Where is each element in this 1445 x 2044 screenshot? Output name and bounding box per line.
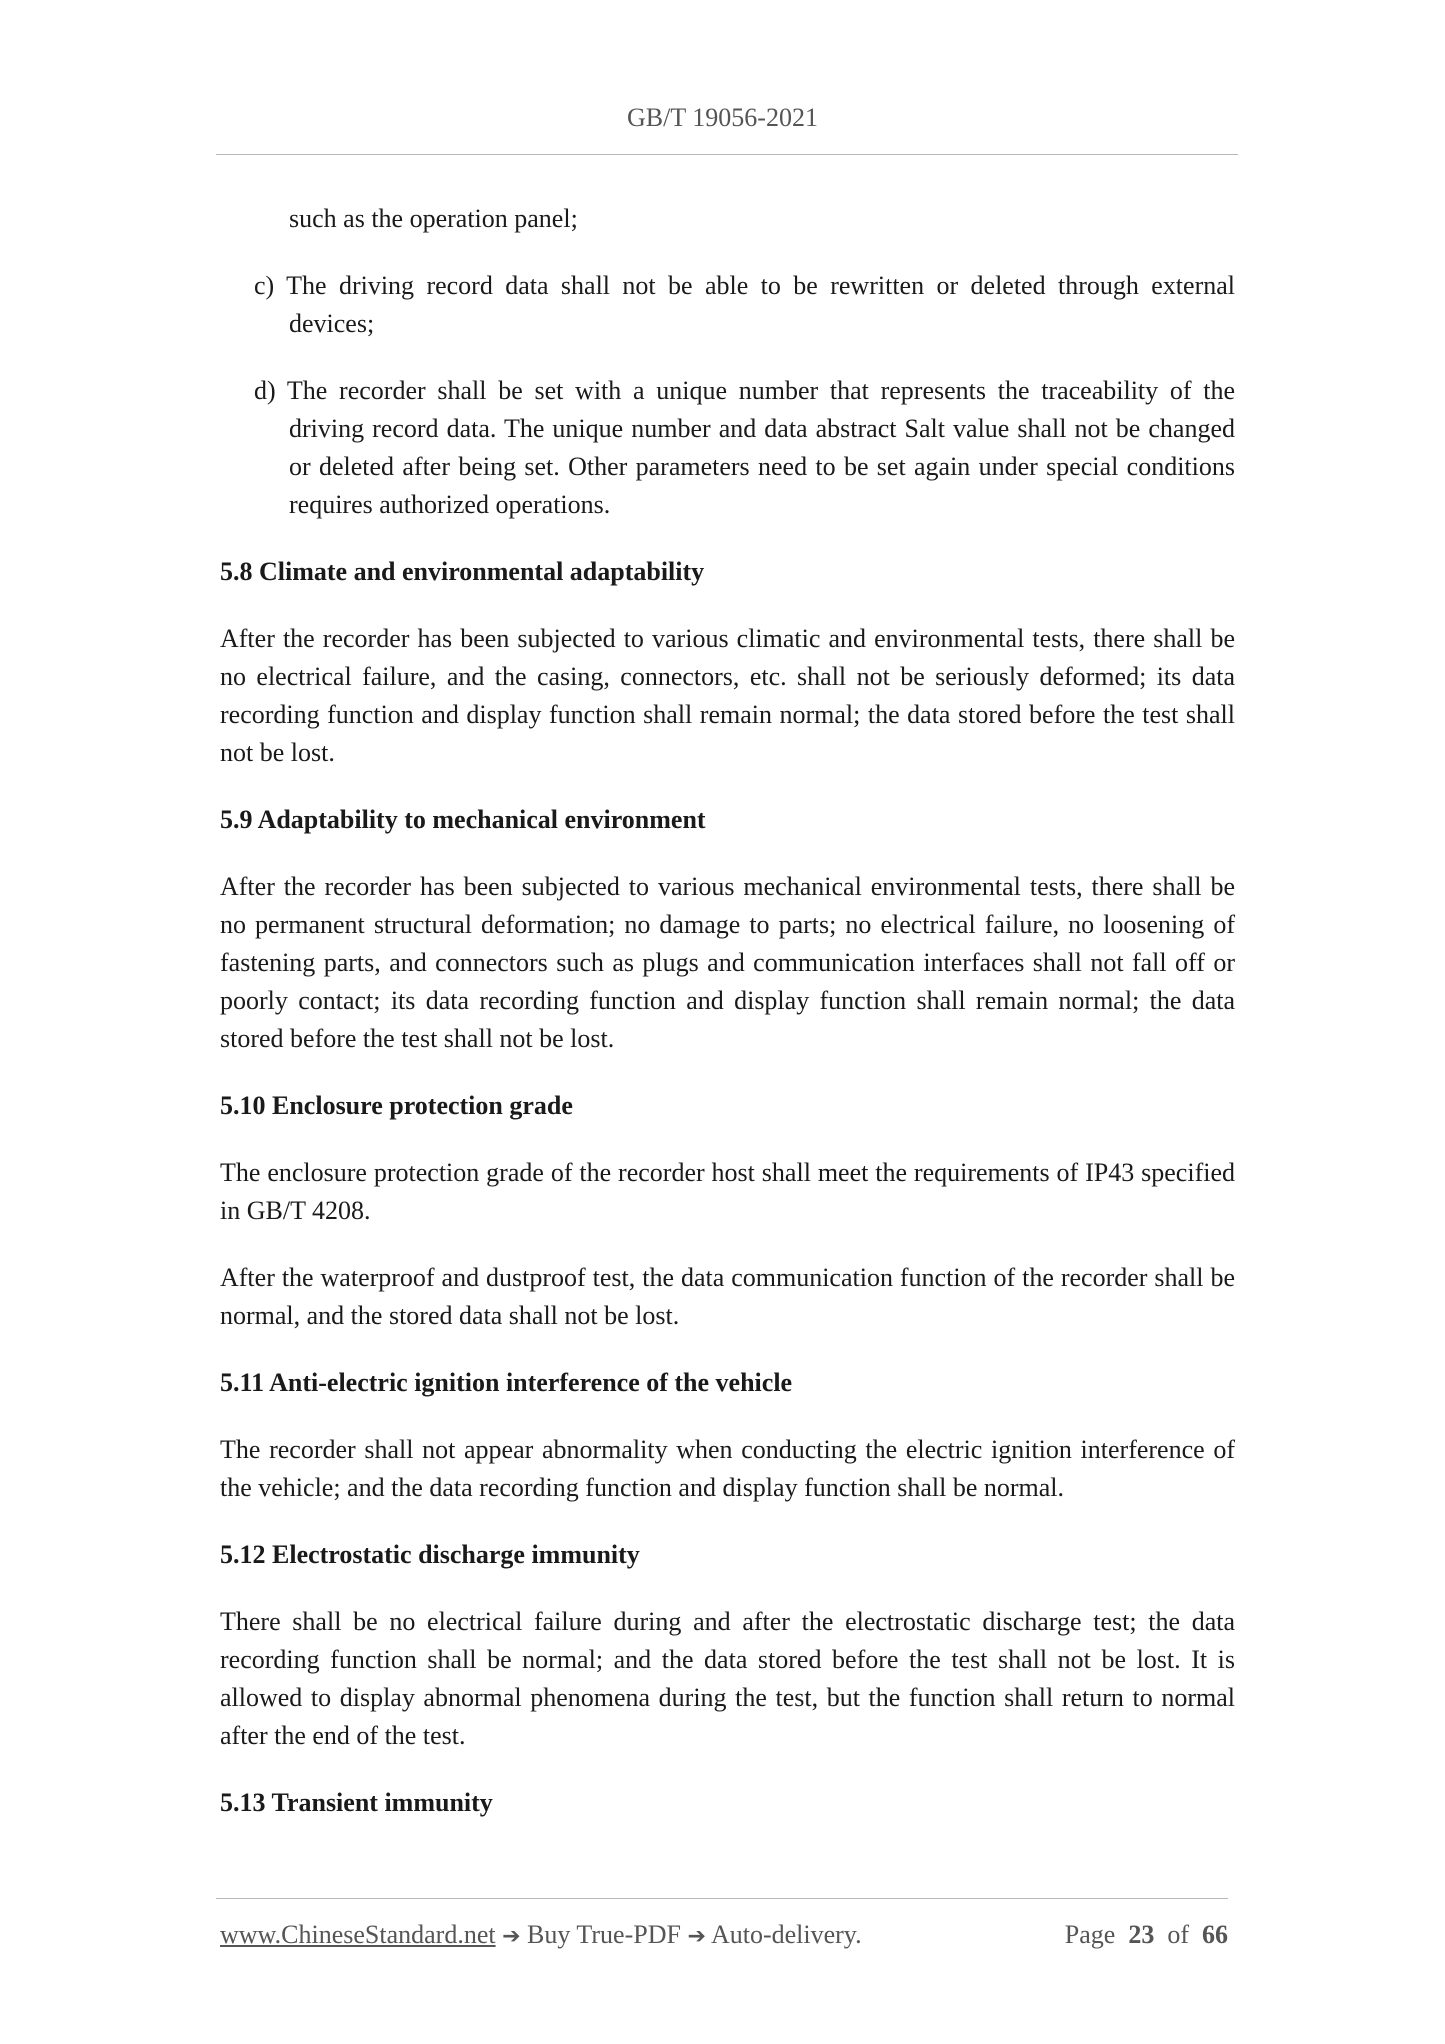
page-label: Page [1064,1920,1116,1949]
section-5-9-heading: 5.9 Adaptability to mechanical environment [220,805,706,834]
section-5-8-heading: 5.8 Climate and environmental adaptability [220,557,705,586]
section-5-10-paragraph-2: After the waterproof and dustproof test, the data communication function of the recorder shall be normal, and the stored data shall not be lost. [220,1263,1235,1330]
section-5-10-heading: 5.10 Enclosure protection grade [220,1091,573,1120]
section-5-13-heading: 5.13 Transient immunity [220,1788,493,1817]
current-page-number: 23 [1128,1920,1155,1949]
section-5-10-paragraph-1: The enclosure protection grade of the recorder host shall meet the requirements of IP43 specified in GB/T 4208. [220,1158,1235,1225]
of-label: of [1167,1920,1189,1949]
list-item-d: d) The recorder shall be set with a unique number that represents the traceability of the driving record data. The unique number and data abstract Salt value shall not be changed or deleted after being set. Other parameters need to be set again under special conditions requires authorized operations. [254,376,1235,519]
section-5-11-heading: 5.11 Anti-electric ignition interference of the vehicle [220,1368,793,1397]
footer-divider [216,1898,1228,1899]
arrow-right-icon: ➔ [687,1924,706,1949]
section-5-11-paragraph: The recorder shall not appear abnormality when conducting the electric ignition interference of the vehicle; and the data recording function and display function shall be normal. [220,1435,1235,1502]
arrow-right-icon: ➔ [502,1924,521,1949]
chinese-standard-link[interactable]: www.ChineseStandard.net [220,1920,496,1949]
section-5-12-paragraph: There shall be no electrical failure during and after the electrostatic discharge test; the data recording function shall be normal; and the data stored before the test shall not be lost. It is allowed to display abnormal phenomena during the test, but the function shall return to normal after the end of the test. [220,1607,1235,1750]
buy-true-pdf-text: Buy True-PDF [527,1920,681,1949]
page-indicator [1065,1916,1228,1954]
total-pages-number: 66 [1202,1920,1228,1949]
auto-delivery-text: Auto-delivery. [710,1920,862,1949]
list-item-c: c) The driving record data shall not be able to be rewritten or deleted through external devices; [254,271,1235,338]
section-5-8-paragraph: After the recorder has been subjected to various climatic and environmental tests, there shall be no electrical failure, and the casing, connectors, etc. shall not be seriously deformed; its data recording function and display function shall remain normal; the data stored before the test shall not be lost. [220,624,1235,767]
header-divider [216,154,1238,155]
section-5-9-paragraph: After the recorder has been subjected to various mechanical environmental tests, there shall be no permanent structural deformation; no damage to parts; no electrical failure, no loosening of fastening parts, and connectors such as plugs and communication interfaces shall not fall off or poorly contact; its data recording function and display function shall remain normal; the data stored before the test shall not be lost. [220,872,1235,1053]
continued-list-text: such as the operation panel; [289,204,578,233]
section-5-12-heading: 5.12 Electrostatic discharge immunity [220,1540,640,1569]
document-header-title: GB/T 19056-2021 [627,103,818,132]
footer-links [220,1916,862,1956]
document-body [220,200,1235,1851]
